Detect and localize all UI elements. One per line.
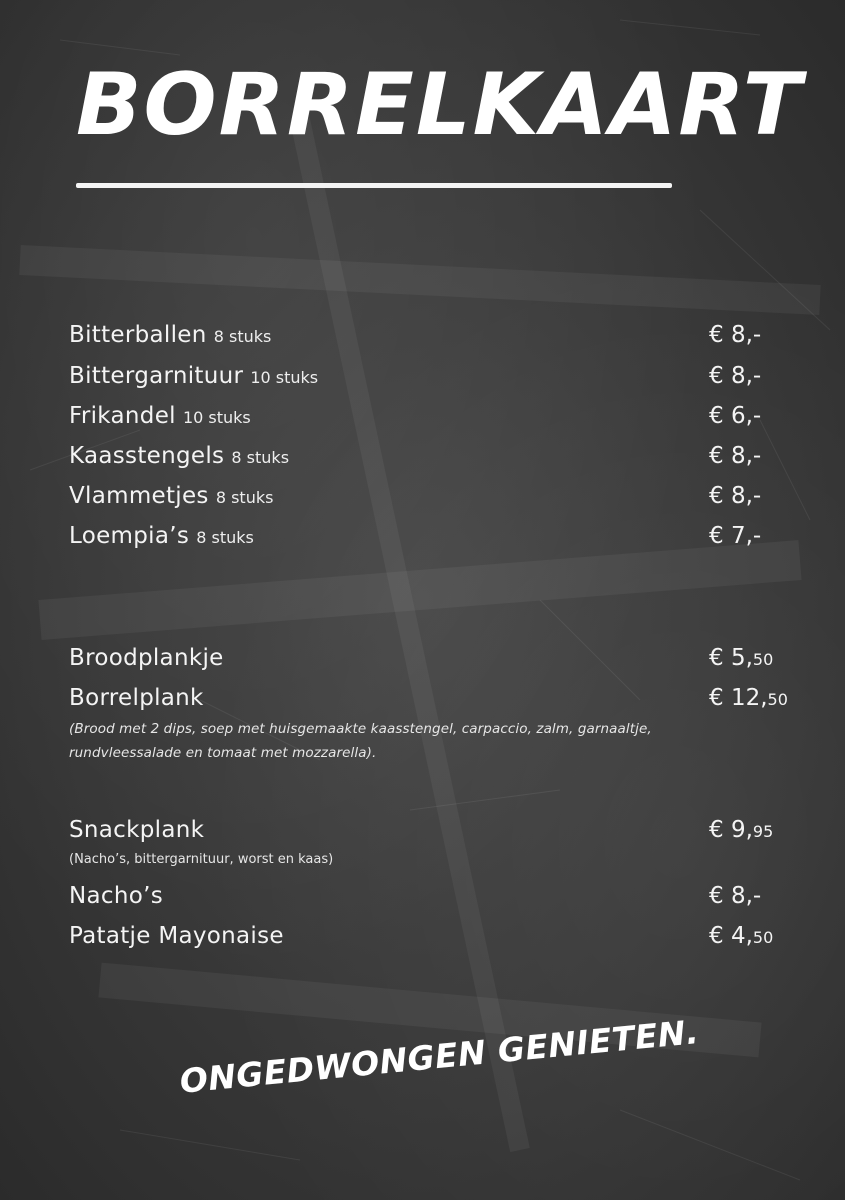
item-name: Nacho’s [69,883,163,909]
item-name: Vlammetjes [69,483,209,509]
slogan: ONGEDWONGEN GENIETEN. [178,1012,701,1101]
item-name: Frikandel [69,403,176,429]
item-price [709,817,773,843]
item-quantity: 10 stuks [182,408,251,427]
title-underline [76,183,672,188]
price-cents: 50 [752,650,774,669]
item-price [709,645,773,671]
price-euros: € 5, [709,645,753,671]
menu-item-vlammetjes [69,483,791,509]
item-quantity: 8 stuks [231,448,290,467]
item-name: Snackplank [69,817,205,843]
page-title: BORRELKAART [76,55,804,155]
item-name: Borrelplank [69,685,204,711]
item-price [709,923,773,949]
menu-item-bittergarnituur [69,363,791,389]
borrelplank-description-line1: (Brood met 2 dips, soep met huisgemaakte kaasstengel, carpaccio, zalm, garnaaltje, [69,721,652,737]
menu-item-frikandel [69,403,791,429]
item-price [709,685,788,711]
price-cents: 50 [752,928,774,947]
item-price: € 8,- [709,443,762,469]
price-euros: € 4, [709,923,753,949]
item-price: € 6,- [709,403,762,429]
menu-item-nachos [69,883,791,909]
snackplank-description: (Nacho’s, bittergarnituur, worst en kaas) [69,852,334,867]
menu-item-snackplank [69,817,791,843]
item-quantity: 8 stuks [215,488,274,507]
item-name: Bitterballen [69,322,207,348]
menu-item-bitterballen [69,322,791,348]
menu-item-patatje-mayonaise [69,923,791,949]
item-quantity: 8 stuks [213,327,272,346]
price-euros: € 12, [709,685,768,711]
item-quantity: 8 stuks [196,528,254,547]
item-name: Patatje Mayonaise [69,923,284,949]
price-euros: € 9, [709,817,753,843]
borrelplank-description-line2: rundvleessalade en tomaat met mozzarella). [69,745,377,761]
item-quantity: 10 stuks [250,368,319,387]
item-name: Loempia’s [69,523,190,549]
item-price: € 8,- [709,483,762,509]
menu-item-loempias [69,523,791,549]
item-name: Broodplankje [69,645,224,671]
item-name: Kaasstengels [69,443,225,469]
item-name: Bittergarnituur [69,363,244,389]
item-price: € 8,- [709,322,762,348]
item-price: € 8,- [709,883,762,909]
menu-item-kaasstengels [69,443,791,469]
menu-item-borrelplank [69,685,791,711]
menu-item-broodplankje [69,645,791,671]
item-price: € 7,- [709,523,762,549]
price-cents: 95 [752,822,774,841]
item-price: € 8,- [709,363,762,389]
price-cents: 50 [767,690,788,709]
